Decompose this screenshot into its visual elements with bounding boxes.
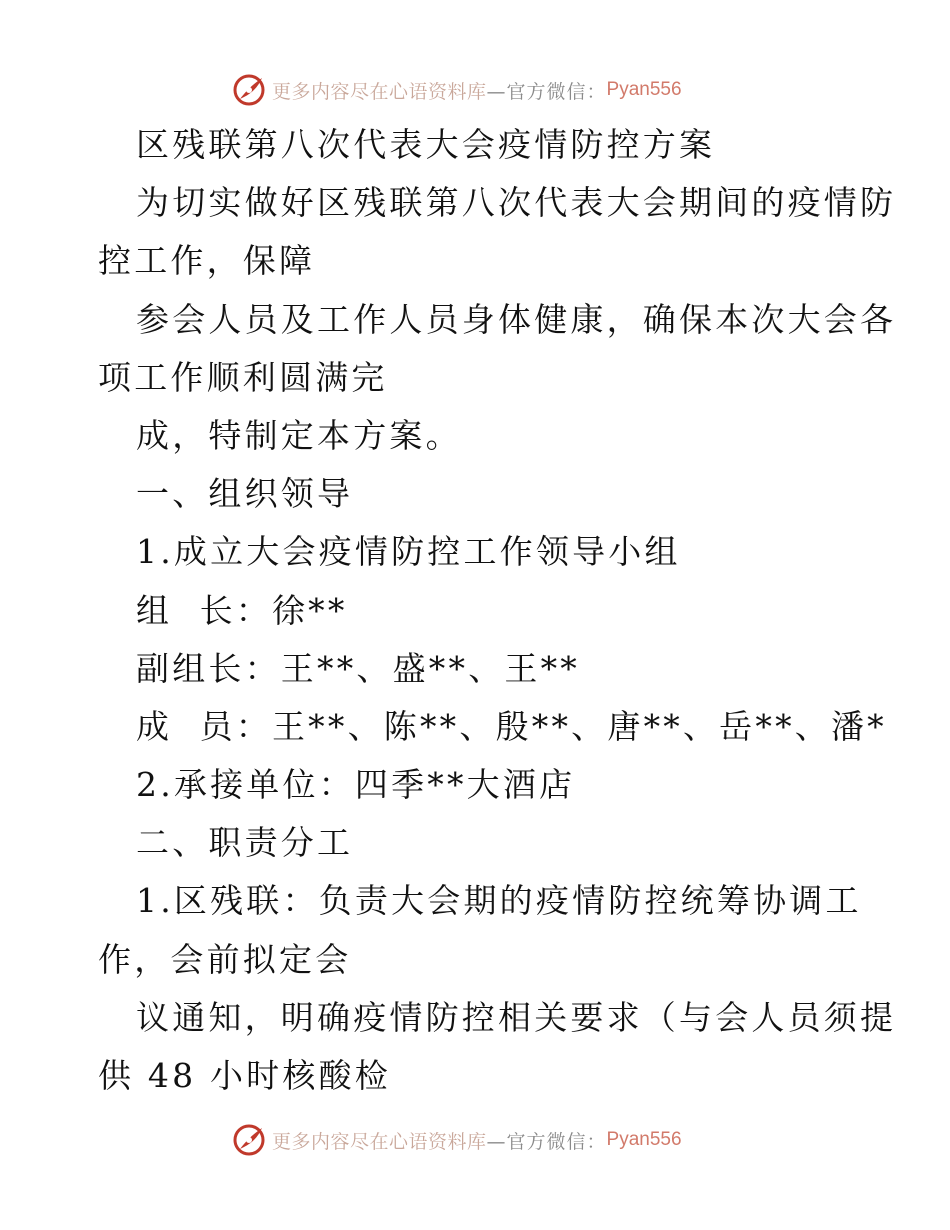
document-body (98, 116, 897, 1105)
watermark-wechat-id: Pyan556 (606, 79, 682, 100)
paragraph-line: 成，特制定本方案。 (136, 415, 462, 455)
paragraph-line: 议通知，明确疫情防控相关要求（与会人员须提 (136, 997, 897, 1037)
footer-watermark (232, 1122, 712, 1158)
section-heading: 一、组织领导 (136, 474, 354, 514)
list-item: 成 员：王**、陈**、殷**、唐**、岳**、潘* (136, 706, 887, 746)
paragraph-line: 作，会前拟定会 (98, 939, 352, 979)
list-item: 副组长：王**、盛**、王** (136, 648, 580, 688)
paragraph-line: 供 48 小时核酸检 (98, 1056, 391, 1095)
header-watermark (232, 72, 712, 108)
list-item: 组 长：徐** (136, 590, 348, 630)
watermark-text-main: 更多内容尽在心语资料库 (272, 80, 487, 103)
watermark-wechat-id: Pyan556 (606, 1129, 682, 1150)
document-title: 区残联第八次代表大会疫情防控方案 (136, 125, 716, 164)
watermark-text-main: 更多内容尽在心语资料库 (272, 1130, 487, 1153)
watermark-text-sub: —官方微信： (486, 1130, 607, 1153)
feather-quill-logo-icon (232, 1123, 266, 1157)
paragraph-line: 为切实做好区残联第八次代表大会期间的疫情防 (136, 183, 897, 223)
section-heading: 二、职责分工 (136, 823, 354, 863)
list-item: 1.成立大会疫情防控工作领导小组 (136, 532, 681, 572)
paragraph-line: 参会人员及工作人员身体健康，确保本次大会各 (136, 299, 897, 339)
watermark-text-sub: —官方微信： (486, 80, 607, 103)
paragraph-line: 项工作顺利圆满完 (98, 357, 388, 397)
list-item: 1.区残联：负责大会期的疫情防控统筹协调工 (136, 881, 862, 921)
paragraph-line: 控工作，保障 (98, 241, 316, 281)
feather-quill-logo-icon (232, 73, 266, 107)
list-item: 2.承接单位：四季**大酒店 (136, 765, 576, 805)
